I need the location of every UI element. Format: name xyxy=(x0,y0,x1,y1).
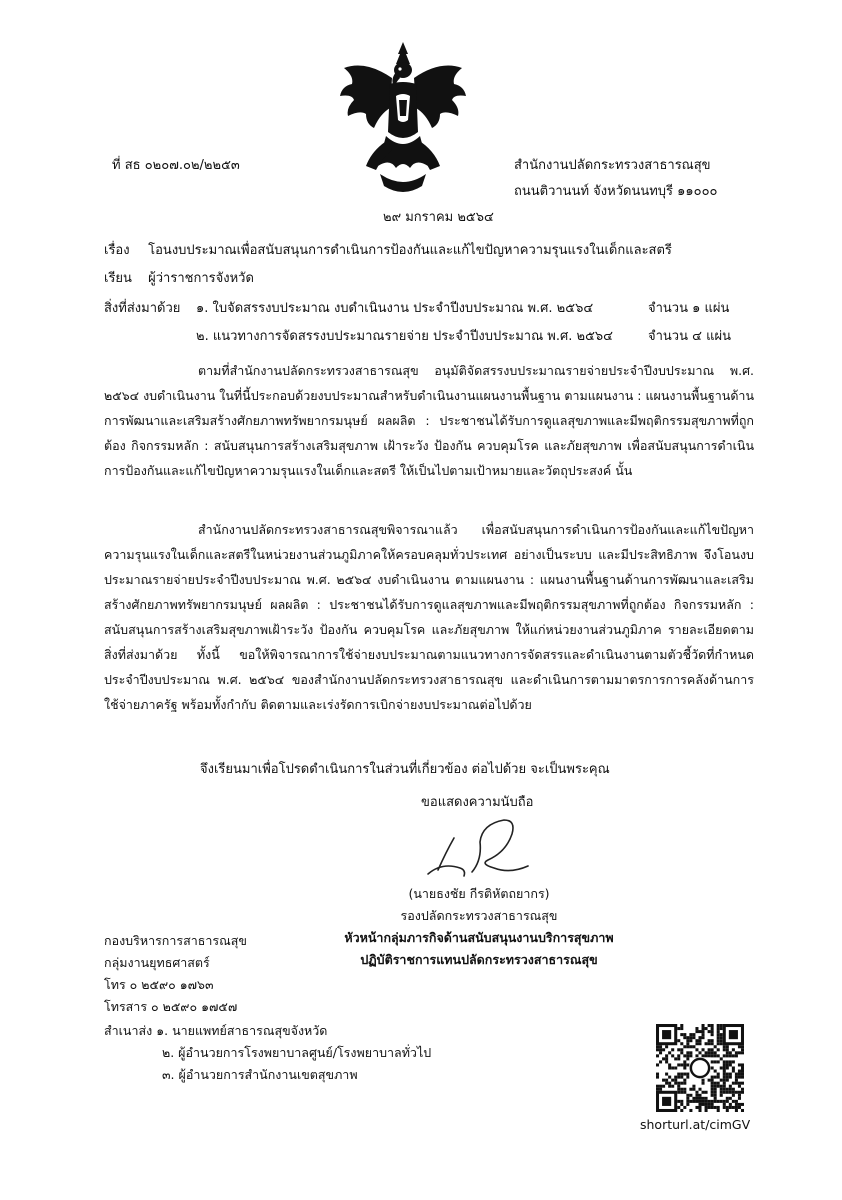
body-paragraph-1: ตามที่สำนักงานปลัดกระทรวงสาธารณสุข อนุมัติจัดสรรงบประมาณรายจ่ายประจำปีงบประมาณ พ.ศ. ๒๕๖๔ งบดำเนินงาน ในที่นี้ประกอบด้วยงบประมาณสำหรับดำเนินงานแผนงานพื้นฐาน ตามแผนงาน : แผนงานพื้นฐานด้านการพัฒนาและเสริมสร้างศักยภาพทรัพยากรมนุษย์ ผลผลิต : ประชาชนได้รับการดูแลสุขภาพและมีพฤติกรรมสุขภาพที่ถูกต้อง กิจกรรมหลัก : สนับสนุนการสร้างเสริมสุขภาพ เฝ้าระวัง ป้องกัน ควบคุมโรค และภัยสุขภาพ เพื่อสนับสนุนการดำเนินการป้องกันและแก้ไขปัญหาความรุนแรงในเด็กและสตรี ให้เป็นไปตามเป้าหมายและวัตถุประสงค์ นั้น xyxy=(104,363,754,478)
copy-item-1: ๑. นายแพทย์สาธารณสุขจังหวัด xyxy=(156,1023,328,1038)
closing-line: จึงเรียนมาเพื่อโปรดดำเนินการในส่วนที่เกี่ยวข้อง ต่อไปด้วย จะเป็นพระคุณ xyxy=(200,762,610,777)
recipient-line xyxy=(104,270,254,288)
letter-date: ๒๙ มกราคม ๒๕๖๔ xyxy=(383,210,494,225)
signer-title-3: ปฏิบัติราชการแทนปลัดกระทรวงสาธารณสุข xyxy=(360,952,598,967)
regards-text: ขอแสดงความนับถือ xyxy=(421,795,534,810)
copy-item-3: ๓. ผู้อำนวยการสำนักงานเขตสุขภาพ xyxy=(162,1067,358,1082)
reference-number: ที่ สธ ๐๒๐๗.๐๒/๒๒๕๓ xyxy=(112,158,240,173)
enclosure-item-2: ๒. แนวทางการจัดสรรงบประมาณรายจ่าย ประจำปีงบประมาณ พ.ศ. ๒๕๖๔ xyxy=(196,329,614,344)
enclosures-label: สิ่งที่ส่งมาด้วย xyxy=(104,301,181,316)
enclosure-qty-1: จำนวน ๑ แผ่น xyxy=(648,301,730,316)
copy-item-2: ๒. ผู้อำนวยการโรงพยาบาลศูนย์/โรงพยาบาลทั่วไป xyxy=(162,1045,432,1060)
subject-text: โอนงบประมาณเพื่อสนับสนุนการดำเนินการป้องกันและแก้ไขปัญหาความรุนแรงในเด็กและสตรี xyxy=(148,243,672,258)
office-address xyxy=(514,157,717,208)
contact-division: กองบริหารการสาธารณสุข xyxy=(104,933,247,948)
contact-group: กลุ่มงานยุทธศาสตร์ xyxy=(104,955,210,970)
subject-label: เรื่อง xyxy=(104,243,130,258)
office-name: สำนักงานปลัดกระทรวงสาธารณสุข xyxy=(514,158,711,173)
enclosures xyxy=(104,300,764,354)
signer-block xyxy=(330,883,628,971)
copies-block xyxy=(104,1020,431,1086)
garuda-emblem-icon xyxy=(336,40,470,198)
signer-title-2: หัวหน้ากลุ่มภารกิจด้านสนับสนุนงานบริการสุขภาพ xyxy=(344,930,614,945)
contact-block xyxy=(104,930,247,1018)
subject-line xyxy=(104,242,672,260)
body-paragraph-2: สำนักงานปลัดกระทรวงสาธารณสุขพิจารณาแล้ว เพื่อสนับสนุนการดำเนินการป้องกันและแก้ไขปัญหาความรุนแรงในเด็กและสตรีในหน่วยงานส่วนภูมิภาคให้ครอบคลุมทั่วประเทศ อย่างเป็นระบบ และมีประสิทธิภาพ จึงโอนงบประมาณรายจ่ายประจำปีงบประมาณ พ.ศ. ๒๕๖๔ งบดำเนินงาน ตามแผนงาน : แผนงานพื้นฐานด้านการพัฒนาและเสริมสร้างศักยภาพทรัพยากรมนุษย์ ผลผลิต : ประชาชนได้รับการดูแลสุขภาพและมีพฤติกรรมสุขภาพที่ถูกต้อง กิจกรรมหลัก : สนับสนุนการสร้างเสริมสุขภาพเฝ้าระวัง ป้องกัน ควบคุมโรค และภัยสุขภาพ ให้แก่หน่วยงานส่วนภูมิภาค รายละเอียดตามสิ่งที่ส่งมาด้วย ทั้งนี้ ขอให้พิจารณาการใช้จ่ายงบประมาณตามแนวทางการจัดสรรและดำเนินงานตามตัวชี้วัดที่กำหนด ประจำปีงบประมาณ พ.ศ. ๒๕๖๔ ของสำนักงานปลัดกระทรวงสาธารณสุข และดำเนินการตามมาตรการการคลังด้านการใช้จ่ายภาครัฐ พร้อมทั้งกำกับ ติดตามและเร่งรัดการเบิกจ่ายงบประมาณต่อไปด้วย xyxy=(104,522,754,712)
copies-label: สำเนาส่ง xyxy=(104,1023,153,1038)
signer-name: (นายธงชัย กีรติหัตถยากร) xyxy=(408,886,550,901)
qr-code-icon xyxy=(656,1024,744,1112)
signer-title-1: รองปลัดกระทรวงสาธารณสุข xyxy=(400,908,558,923)
enclosure-qty-2: จำนวน ๔ แผ่น xyxy=(648,329,731,344)
enclosure-item-1: ๑. ใบจัดสรรงบประมาณ งบดำเนินงาน ประจำปีงบประมาณ พ.ศ. ๒๕๖๔ xyxy=(196,301,594,316)
contact-phone: โทร ๐ ๒๕๙๐ ๑๗๖๓ xyxy=(104,977,214,992)
recipient-label: เรียน xyxy=(104,271,132,286)
short-url: shorturl.at/cimGV xyxy=(640,1117,751,1132)
recipient-text: ผู้ว่าราชการจังหวัด xyxy=(148,271,254,286)
contact-fax: โทรสาร ๐ ๒๕๙๐ ๑๗๕๗ xyxy=(104,999,238,1014)
office-street: ถนนติวานนท์ จังหวัดนนทบุรี ๑๑๐๐๐ xyxy=(514,183,718,199)
signature-icon xyxy=(420,812,560,884)
